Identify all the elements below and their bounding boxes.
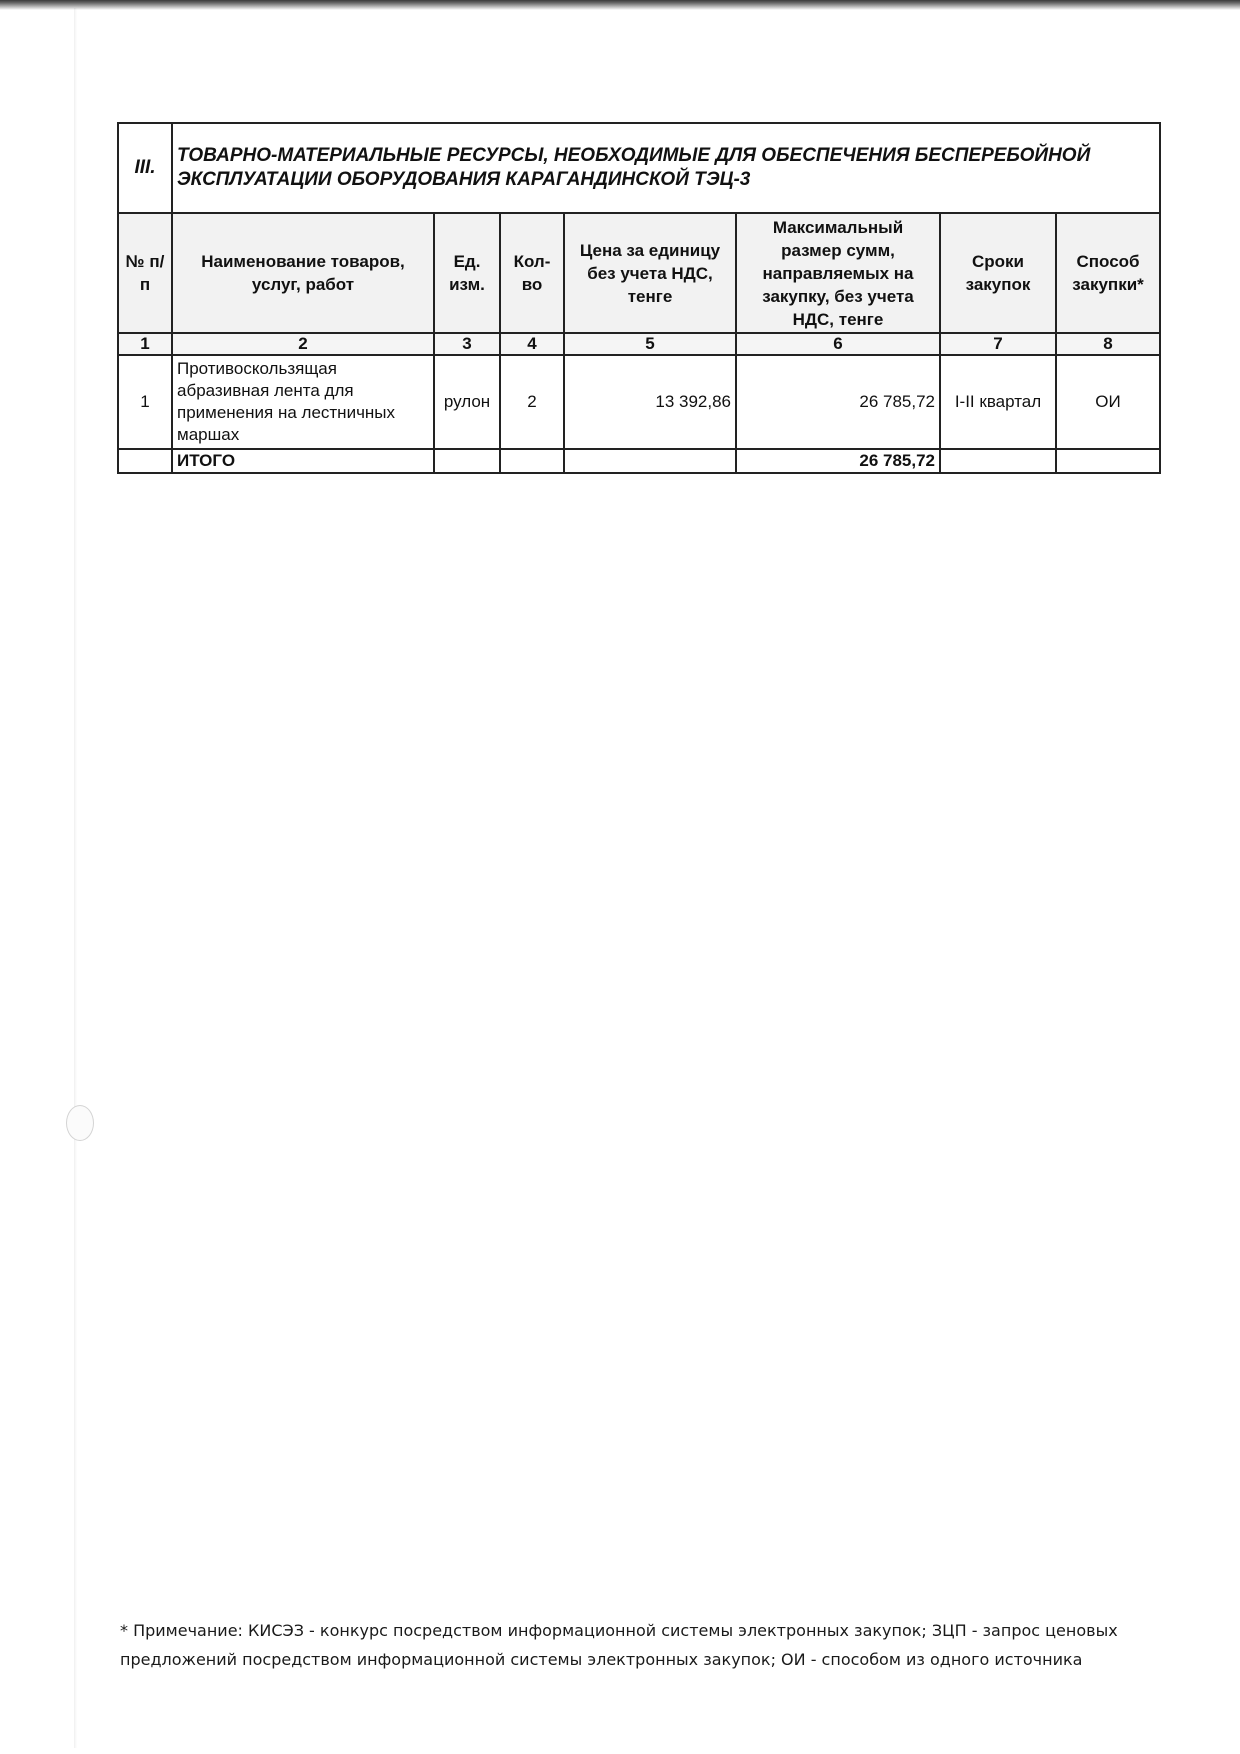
total-empty-cell: [1056, 449, 1160, 473]
column-number: 5: [564, 333, 736, 355]
total-empty-cell: [940, 449, 1056, 473]
scan-edge-left: [74, 8, 77, 1748]
total-amount: 26 785,72: [736, 449, 940, 473]
column-numbers-row: [118, 333, 1160, 355]
column-number: 3: [434, 333, 500, 355]
column-number: 2: [172, 333, 434, 355]
header-method: Способ закупки*: [1056, 213, 1160, 333]
item-method: ОИ: [1056, 355, 1160, 449]
item-price: 13 392,86: [564, 355, 736, 449]
table-row: [118, 355, 1160, 449]
header-unit: Ед. изм.: [434, 213, 500, 333]
total-empty-cell: [564, 449, 736, 473]
row-number: 1: [118, 355, 172, 449]
punch-hole: [66, 1105, 94, 1141]
total-label: ИТОГО: [172, 449, 434, 473]
footnote: * Примечание: КИСЭЗ - конкурс посредством информационной системы электронных закупок; ЗЦП - запрос ценовых предложений посредством информационной системы электронных закупок; ОИ - способом из одного источника: [120, 1621, 1118, 1669]
header-term: Сроки закупок: [940, 213, 1056, 333]
total-empty-cell: [500, 449, 564, 473]
column-number: 4: [500, 333, 564, 355]
header-qty: Кол-во: [500, 213, 564, 333]
column-number: 6: [736, 333, 940, 355]
header-no: № п/п: [118, 213, 172, 333]
section-number: III.: [118, 123, 172, 213]
resources-table: [117, 122, 1161, 474]
item-term: I-II квартал: [940, 355, 1056, 449]
column-number: 8: [1056, 333, 1160, 355]
column-header-row: [118, 213, 1160, 333]
total-empty-cell: [118, 449, 172, 473]
section-header-row: [118, 123, 1160, 213]
total-empty-cell: [434, 449, 500, 473]
section-title: ТОВАРНО-МАТЕРИАЛЬНЫЕ РЕСУРСЫ, НЕОБХОДИМЫЕ ДЛЯ ОБЕСПЕЧЕНИЯ БЕСПЕРЕБОЙНОЙ ЭКСПЛУАТАЦИИ ОБОРУДОВАНИЯ КАРАГАНДИНСКОЙ ТЭЦ-3: [172, 123, 1160, 213]
header-price: Цена за единицу без учета НДС, тенге: [564, 213, 736, 333]
column-number: 1: [118, 333, 172, 355]
total-row: [118, 449, 1160, 473]
item-amount: 26 785,72: [736, 355, 940, 449]
header-amount: Максимальный размер сумм, направляемых на закупку, без учета НДС, тенге: [736, 213, 940, 333]
header-name: Наименование товаров, услуг, работ: [172, 213, 434, 333]
item-qty: 2: [500, 355, 564, 449]
scan-edge-top: [0, 0, 1240, 10]
column-number: 7: [940, 333, 1056, 355]
item-name: Противоскользящая абразивная лента для применения на лестничных маршах: [172, 355, 434, 449]
item-unit: рулон: [434, 355, 500, 449]
